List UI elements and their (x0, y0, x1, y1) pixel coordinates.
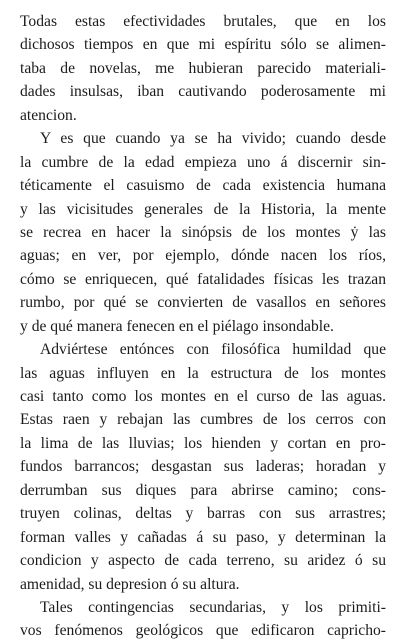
text-line: truyen colinas, deltas y barras con sus arrastres; (20, 505, 386, 523)
text-line: Todas estas efectividades brutales, que en los (20, 13, 386, 30)
text-line: y de qué manera fenecen en el piélago insondable. (20, 317, 334, 335)
text-line: rumbo, por qué se convierten de vasallos en señores (20, 294, 386, 312)
text-line: se recrea en hacer la sinópsis de los montes ẏ las (20, 223, 386, 241)
body-text (20, 10, 386, 643)
text-line: y las vicisitudes generales de la Historia, la mente (20, 200, 386, 218)
text-line: dades insulsas, iban cautivando poderosamente mi (20, 83, 386, 101)
text-line: taba de novelas, me hubieran parecido materiali- (20, 59, 386, 77)
text-line: téticamente el casuismo de cada existencia humana (20, 177, 386, 195)
text-line: amenidad, su depresion ó su altura. (20, 575, 240, 593)
text-line: forman valles y cañadas á su paso, y determinan la (20, 528, 386, 546)
text-line: vos fenómenos geológicos que edificaron capricho- (20, 622, 386, 640)
text-line: la cumbre de la edad empieza uno á discernir sin- (20, 153, 386, 171)
text-line: condicion y aspecto de cada terreno, su aridez ó su (20, 552, 386, 570)
text-line: fundos barrancos; desgastan sus laderas; horadan y (20, 458, 386, 476)
text-line: Estas raen y rebajan las cumbres de los cerros con (20, 411, 386, 429)
paragraph-first-line: Adviértese entónces con filosófica humildad que (40, 341, 386, 359)
text-line: cómo se enriquecen, qué fatalidades físicas les trazan (20, 270, 386, 288)
text-line: la lima de las lluvias; los hienden y cortan en pro- (20, 434, 386, 452)
paragraph-first-line: Y es que cuando ya se ha vivido; cuando desde (40, 130, 386, 148)
text-line: aguas; en ver, por ejemplo, dónde nacen los ríos, (20, 247, 386, 265)
text-line: atencion. (20, 106, 77, 124)
text-line: derrumban sus diques para abrirse camino; cons- (20, 481, 386, 499)
paragraph-first-line: Tales contingencias secundarias, y los primiti- (40, 598, 386, 616)
text-line: dichosos tiempos en que mi espíritu sólo se alimen- (20, 36, 386, 54)
text-line: casi tanto como los montes en el curso de las aguas. (20, 388, 386, 405)
text-line: las aguas influyen en la estructura de los montes (20, 364, 386, 382)
